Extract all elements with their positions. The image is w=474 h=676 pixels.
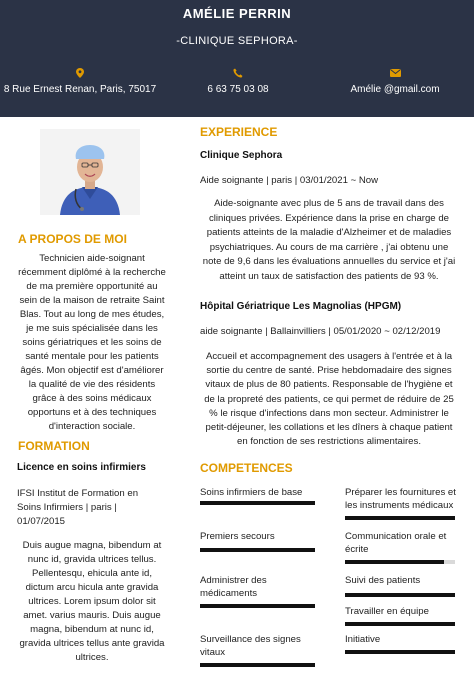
job-2-meta: aide soignante | Ballainvilliers | 05/01/2020 ~ 02/12/2019: [200, 326, 441, 337]
about-text: Technicien aide-soignant récemment diplômé à la recherche de ma première opportunité au sein de la maison de retraite Saint Blas. Tout au long de mes études, je me suis spécialisée dans les soins gériatriques et les soins de santé mentale pour les patients âgés. Mon objectif est d'améliorer la qualité de vie des résidents grâce à des soins médicaux opportuns et à des techniques d'interaction sociale.: [18, 253, 166, 432]
envelope-icon: [390, 68, 401, 78]
job-2-employer: Hôpital Gériatrique Les Magnolias (HPGM): [200, 301, 402, 312]
job-1-employer: Clinique Sephora: [200, 150, 283, 161]
skill-label: Soins infirmiers de base: [200, 487, 303, 498]
skill-label: Administrer des médicaments: [200, 575, 267, 599]
phone-icon: [233, 68, 243, 78]
skill-bar-fill: [200, 501, 315, 505]
formation-degree: Licence en soins infirmiers: [17, 462, 146, 473]
skill-bar-fill: [200, 663, 315, 667]
skill-label: Travailler en équipe: [345, 606, 429, 617]
address-text: 8 Rue Ernest Renan, Paris, 75017: [3, 84, 157, 95]
location-pin-icon: [76, 68, 84, 78]
left-column: [0, 117, 183, 676]
job-1-text: Aide-soignante avec plus de 5 ans de travail dans des cliniques privées. Expérience dans la prise en charge de patients atteints de la maladie d'Alzheimer et de maladies psychiatriques. Au cours de ma carrière , j'ai obtenu une note de 9,6 dans les évaluations annuelles du service et j'ai atteint un taux de satisfaction des patients de 93 %.: [202, 198, 456, 282]
skill-label: Surveillance des signes vitaux: [200, 634, 301, 658]
right-column: [183, 117, 474, 676]
job-1-meta: Aide soignante | paris | 03/01/2021 ~ Now: [200, 175, 379, 186]
formation-school: IFSI Institut de Formation en Soins Infirmiers | paris | 01/07/2015: [17, 488, 139, 527]
skill-label: Communication orale et écrite: [345, 531, 447, 555]
skill-bar-fill: [345, 560, 444, 564]
skills-title: COMPETENCES: [200, 461, 293, 475]
skill-bar-fill: [345, 516, 455, 520]
contact-email: [316, 68, 474, 95]
profile-photo: [40, 129, 140, 215]
nurse-portrait-illustration: [40, 129, 140, 215]
skill-bar-fill: [200, 604, 315, 608]
skill-label: Préparer les fournitures et les instruments médicaux: [345, 487, 456, 511]
formation-title: FORMATION: [18, 439, 90, 453]
header: [0, 0, 474, 117]
skill-bar-fill: [345, 593, 455, 597]
phone-text: 6 63 75 03 08: [207, 84, 269, 95]
contact-address: [0, 68, 160, 95]
skill-label: Suivi des patients: [345, 575, 421, 586]
about-title: A PROPOS DE MOI: [18, 232, 127, 246]
job-2-text: Accueil et accompagnement des usagers à l'entrée et à la sortie du centre de santé. Prise hebdomadaire des signes vitaux de plus de 80 patients. Responsable de l'hygiène et de la propreté des patients, ce qui permet de réduire de 25 % le risque d'infections dans mon secteur. Administrer le petit-déjeuner, les collations et les dîners à chaque patient en fonction de ses restrictions alimentaires.: [204, 351, 454, 448]
formation-text: Duis augue magna, bibendum at nunc id, gravida ultrices tellus. Pellentesqu, ehicula ante id, dictum arcu hicula ante gravida ultrices. Lorem ipsum dolor sit amet. varius mauris. Duis augue magna, bibendum at nunc id, gravida ultrices tellus ante gravida ultrices.: [19, 540, 165, 663]
skill-label: Premiers secours: [200, 531, 275, 542]
skill-label: Initiative: [345, 634, 381, 645]
email-text: Amélie @gmail.com: [350, 84, 440, 95]
skill-bar-fill: [345, 650, 455, 654]
skill-bar-fill: [200, 548, 315, 552]
skill-bar-fill: [345, 622, 455, 626]
candidate-subtitle: -CLINIQUE SEPHORA-: [176, 35, 298, 47]
candidate-name: AMÉLIE PERRIN: [182, 6, 292, 21]
contact-phone: [160, 68, 316, 95]
experience-title: EXPERIENCE: [200, 125, 278, 139]
